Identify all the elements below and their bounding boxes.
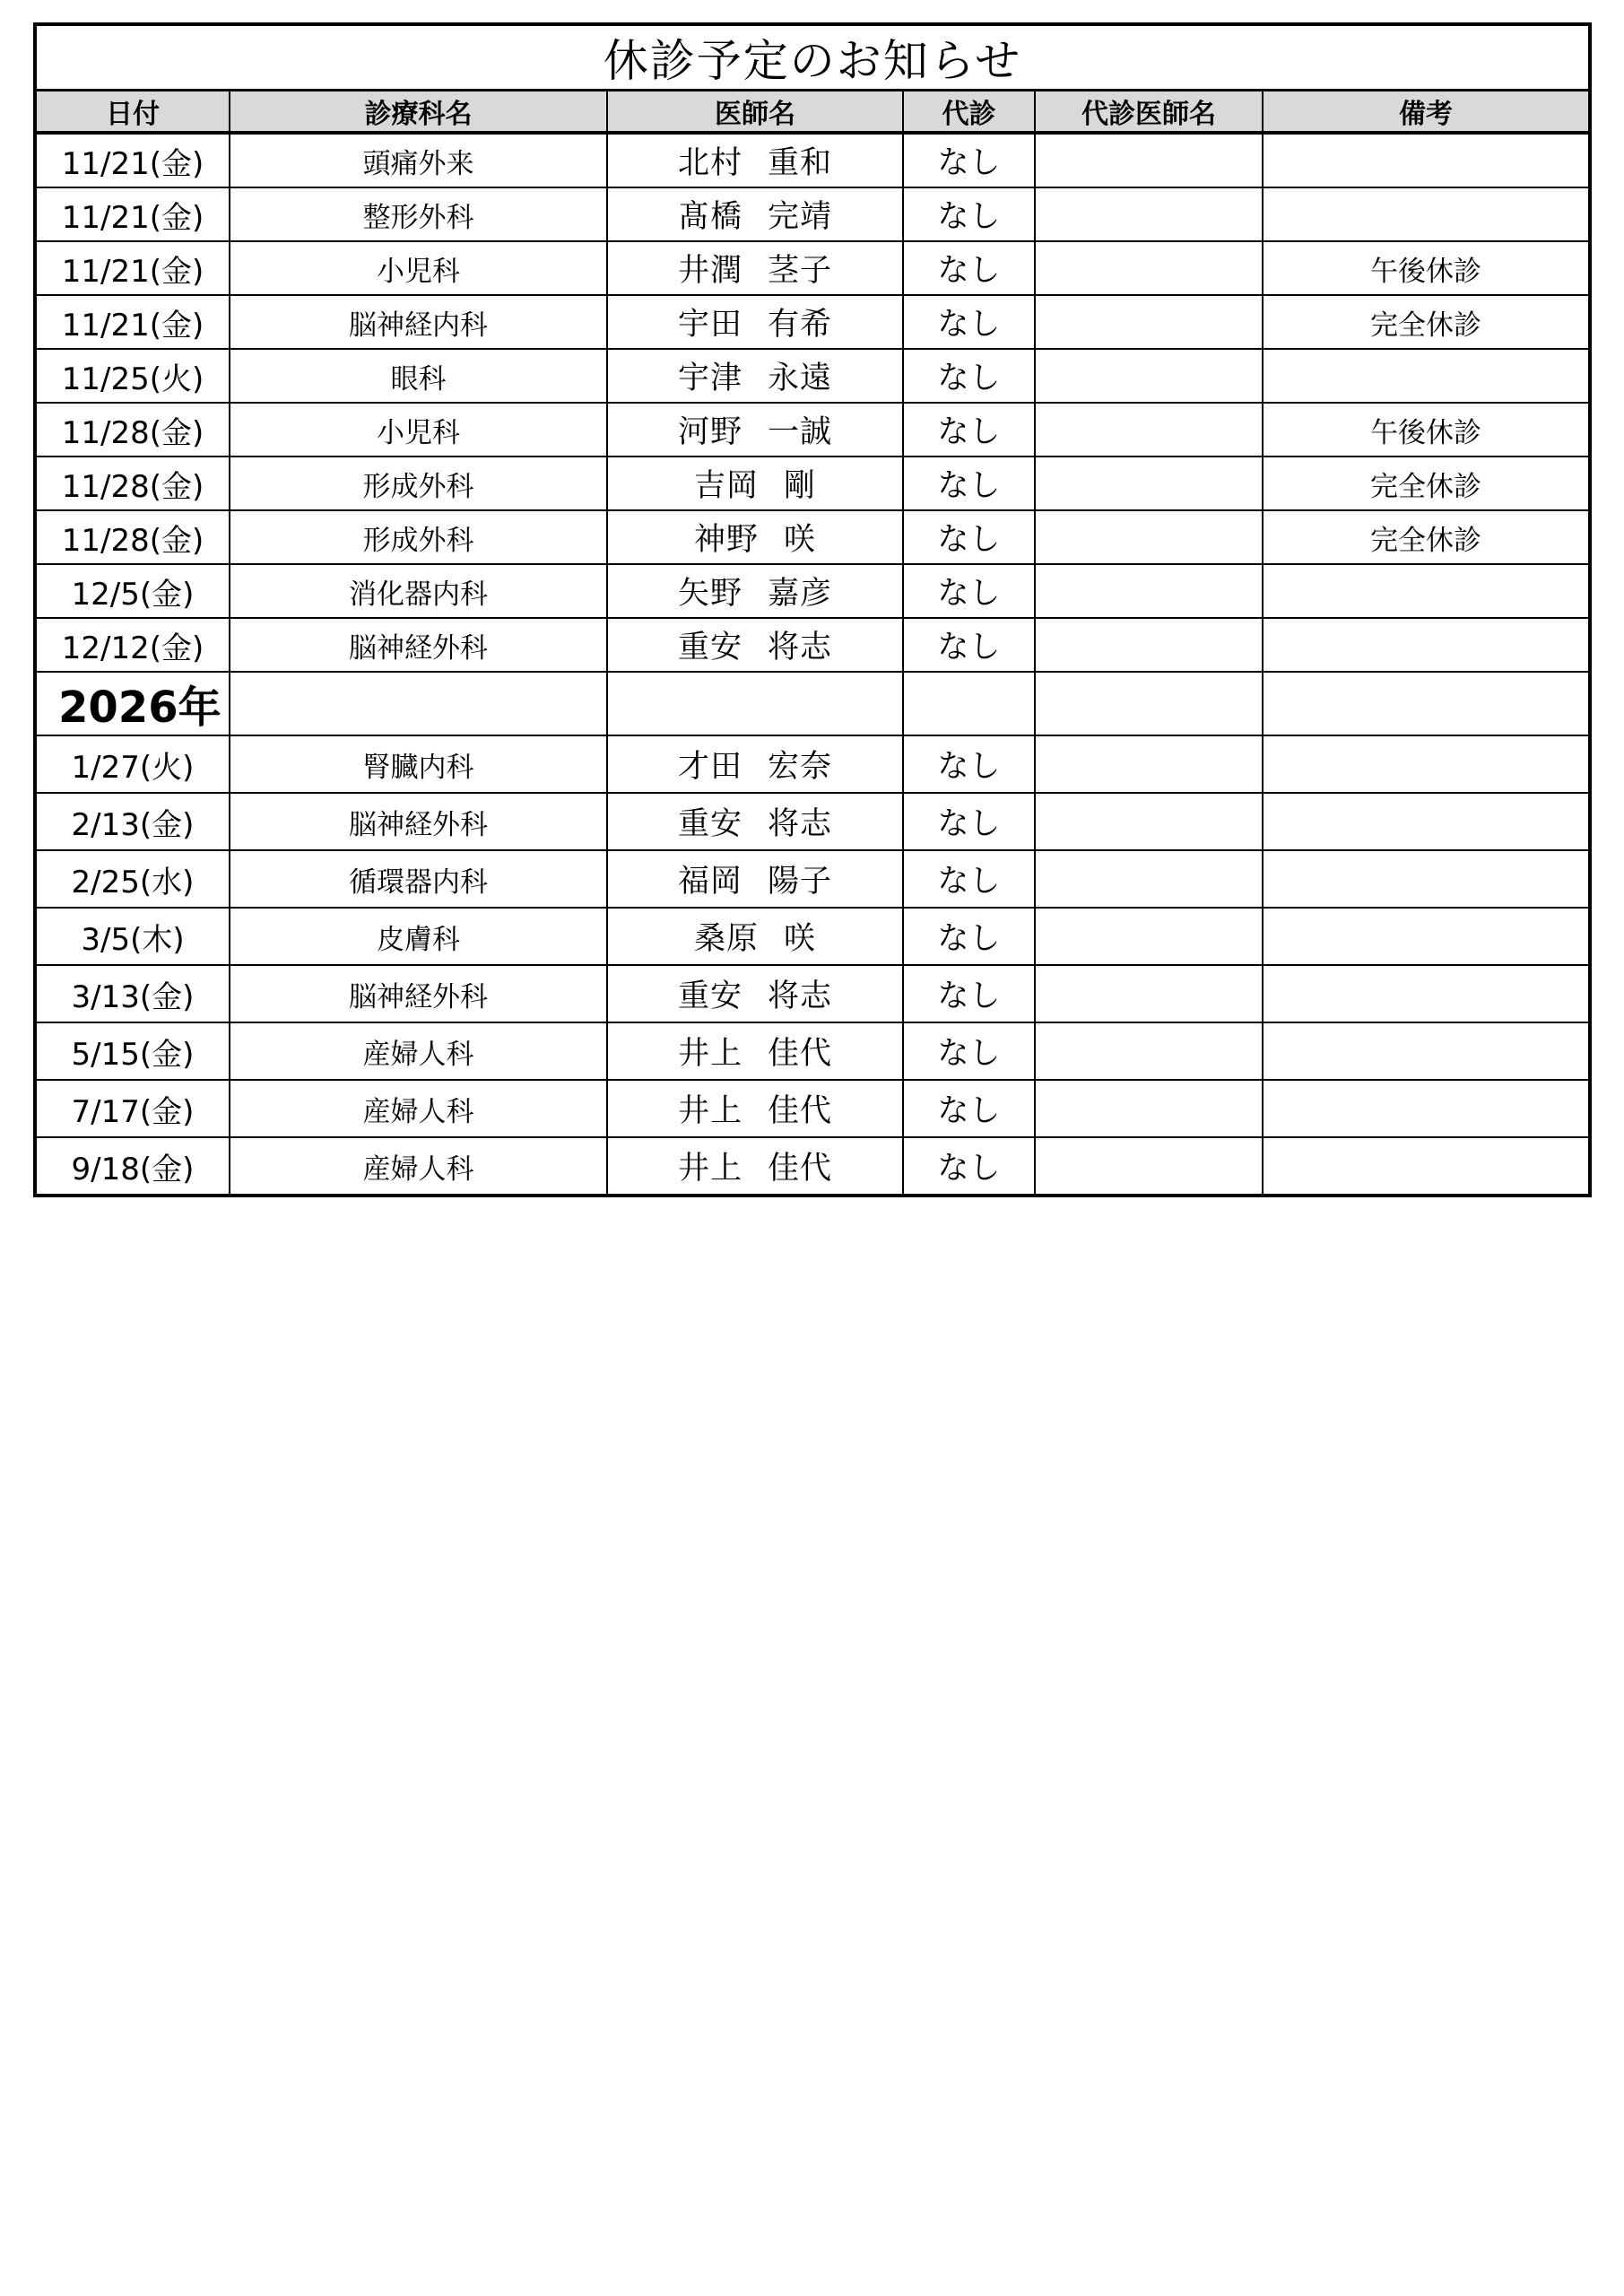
table-row [37, 1080, 1588, 1137]
department-cell: 形成外科 [230, 457, 607, 510]
doctor-cell [607, 187, 903, 241]
department-cell: 小児科 [230, 241, 607, 295]
substitute-cell: なし [903, 1022, 1035, 1080]
header-substitute: 代診 [903, 91, 1035, 133]
substitute-cell: なし [903, 457, 1035, 510]
remarks-cell [1263, 349, 1588, 403]
doctor-given-name: 有希 [768, 307, 833, 343]
substitute-cell: なし [903, 735, 1035, 793]
doctor-surname: 桑原 [693, 921, 759, 957]
department-cell: 脳神経外科 [230, 618, 607, 672]
remarks-cell [1263, 793, 1588, 850]
doctor-cell [607, 1022, 903, 1080]
substitute-doctor-cell [1035, 1137, 1263, 1194]
department-cell: 腎臓内科 [230, 735, 607, 793]
remarks-cell [1263, 1022, 1588, 1080]
remarks-cell [1263, 618, 1588, 672]
empty-cell [903, 672, 1035, 735]
doctor-given-name: 永遠 [768, 361, 833, 396]
date-cell: 5/15(金) [37, 1022, 230, 1080]
date-cell: 9/18(金) [37, 1137, 230, 1194]
table-row [37, 850, 1588, 908]
remarks-cell: 午後休診 [1263, 241, 1588, 295]
doctor-given-name: 佳代 [768, 1093, 833, 1129]
table-row [37, 908, 1588, 965]
remarks-cell [1263, 187, 1588, 241]
doctor-surname: 宇津 [677, 361, 743, 396]
department-cell: 循環器内科 [230, 850, 607, 908]
substitute-doctor-cell [1035, 965, 1263, 1022]
substitute-doctor-cell [1035, 850, 1263, 908]
date-cell: 2/25(水) [37, 850, 230, 908]
empty-cell [1263, 672, 1588, 735]
doctor-given-name: 宏奈 [768, 749, 833, 785]
doctor-cell [607, 510, 903, 564]
doctor-cell [607, 793, 903, 850]
substitute-doctor-cell [1035, 187, 1263, 241]
date-cell: 1/27(火) [37, 735, 230, 793]
doctor-cell [607, 241, 903, 295]
table-row [37, 457, 1588, 510]
substitute-cell: なし [903, 1137, 1035, 1194]
substitute-doctor-cell [1035, 133, 1263, 187]
substitute-doctor-cell [1035, 349, 1263, 403]
schedule-table [37, 91, 1588, 1194]
substitute-doctor-cell [1035, 793, 1263, 850]
date-cell: 2/13(金) [37, 793, 230, 850]
date-cell: 11/21(金) [61, 145, 204, 182]
substitute-cell: なし [903, 908, 1035, 965]
header-department: 診療科名 [230, 91, 607, 133]
doctor-surname: 重安 [677, 630, 743, 665]
doctor-given-name: 将志 [768, 978, 833, 1014]
doctor-surname: 井上 [677, 1036, 743, 1072]
substitute-doctor-cell [1035, 564, 1263, 618]
doctor-cell [607, 349, 903, 403]
remarks-cell: 完全休診 [1263, 510, 1588, 564]
substitute-cell: なし [903, 403, 1035, 457]
department-cell: 脳神経外科 [230, 793, 607, 850]
substitute-doctor-cell [1035, 510, 1263, 564]
page-title: 休診予定のお知らせ [37, 26, 1588, 91]
header-row [37, 91, 1588, 133]
remarks-cell [1263, 1137, 1588, 1194]
table-row [37, 1022, 1588, 1080]
doctor-surname: 井潤 [677, 253, 743, 289]
remarks-cell: 午後休診 [1263, 403, 1588, 457]
department-cell: 脳神経外科 [230, 965, 607, 1022]
doctor-given-name: 咲 [784, 522, 817, 558]
table-row [37, 187, 1588, 241]
doctor-given-name: 嘉彦 [768, 576, 833, 612]
date-cell: 11/28(金) [37, 457, 230, 510]
doctor-surname: 重安 [677, 978, 743, 1014]
table-row [37, 403, 1588, 457]
doctor-given-name: 将志 [768, 806, 833, 842]
doctor-given-name: 陽子 [768, 864, 833, 900]
doctor-cell [607, 618, 903, 672]
substitute-doctor-cell [1035, 1022, 1263, 1080]
department-cell: 頭痛外来 [230, 133, 607, 187]
department-cell: 形成外科 [230, 510, 607, 564]
department-cell: 眼科 [230, 349, 607, 403]
doctor-given-name: 重和 [768, 145, 833, 181]
doctor-cell [607, 564, 903, 618]
date-cell: 3/5(木) [37, 908, 230, 965]
doctor-given-name: 完靖 [768, 199, 833, 235]
substitute-cell: なし [903, 564, 1035, 618]
date-cell: 11/21(金) [37, 187, 230, 241]
remarks-cell [1263, 735, 1588, 793]
department-cell: 消化器内科 [230, 564, 607, 618]
substitute-doctor-cell [1035, 457, 1263, 510]
doctor-given-name: 茎子 [768, 253, 833, 289]
doctor-cell [607, 1080, 903, 1137]
table-row [37, 133, 1588, 187]
doctor-surname: 井上 [677, 1093, 743, 1129]
date-cell: 11/28(金) [37, 403, 230, 457]
year-divider-row [37, 672, 1588, 735]
doctor-given-name: 佳代 [768, 1151, 833, 1187]
header-remarks: 備考 [1263, 91, 1588, 133]
remarks-cell [1263, 850, 1588, 908]
header-doctor: 医師名 [607, 91, 903, 133]
empty-cell [607, 672, 903, 735]
substitute-doctor-cell [1035, 618, 1263, 672]
doctor-cell [607, 965, 903, 1022]
substitute-cell: なし [903, 295, 1035, 349]
date-cell: 11/28(金) [37, 510, 230, 564]
remarks-cell [1263, 965, 1588, 1022]
substitute-cell: なし [903, 187, 1035, 241]
remarks-cell: 完全休診 [1263, 457, 1588, 510]
table-row [37, 295, 1588, 349]
remarks-cell [1263, 133, 1588, 187]
table-row [37, 510, 1588, 564]
table-row [37, 349, 1588, 403]
remarks-cell [1263, 908, 1588, 965]
remarks-cell [1263, 564, 1588, 618]
department-cell: 脳神経内科 [230, 295, 607, 349]
doctor-cell [607, 1137, 903, 1194]
department-cell: 整形外科 [230, 187, 607, 241]
substitute-doctor-cell [1035, 1080, 1263, 1137]
header-substitute-doctor: 代診医師名 [1035, 91, 1263, 133]
table-row [37, 965, 1588, 1022]
doctor-given-name: 将志 [768, 630, 833, 665]
date-cell: 11/25(火) [37, 349, 230, 403]
table-row [37, 793, 1588, 850]
doctor-given-name: 咲 [784, 921, 817, 957]
date-cell: 3/13(金) [37, 965, 230, 1022]
empty-cell [1035, 672, 1263, 735]
doctor-cell [607, 295, 903, 349]
doctor-surname: 河野 [677, 414, 743, 450]
doctor-surname: 福岡 [677, 864, 743, 900]
empty-cell [230, 672, 607, 735]
department-cell: 小児科 [230, 403, 607, 457]
table-row [37, 564, 1588, 618]
date-cell: 11/21(金) [37, 241, 230, 295]
substitute-doctor-cell [1035, 241, 1263, 295]
department-cell: 産婦人科 [230, 1080, 607, 1137]
doctor-surname: 矢野 [677, 576, 743, 612]
substitute-cell: なし [903, 133, 1035, 187]
doctor-cell [607, 457, 903, 510]
table-row [37, 618, 1588, 672]
substitute-doctor-cell [1035, 295, 1263, 349]
department-cell: 産婦人科 [230, 1137, 607, 1194]
date-cell: 12/12(金) [37, 618, 230, 672]
substitute-doctor-cell [1035, 403, 1263, 457]
substitute-cell: なし [903, 618, 1035, 672]
doctor-cell [607, 133, 903, 187]
substitute-doctor-cell [1035, 735, 1263, 793]
doctor-given-name: 佳代 [768, 1036, 833, 1072]
substitute-doctor-cell [1035, 908, 1263, 965]
doctor-cell [607, 403, 903, 457]
substitute-cell: なし [903, 793, 1035, 850]
substitute-cell: なし [903, 965, 1035, 1022]
department-cell: 皮膚科 [230, 908, 607, 965]
date-cell: 7/17(金) [37, 1080, 230, 1137]
doctor-surname: 吉岡 [693, 468, 759, 504]
remarks-cell: 完全休診 [1263, 295, 1588, 349]
date-cell: 11/21(金) [37, 295, 230, 349]
doctor-surname: 井上 [677, 1151, 743, 1187]
department-cell: 産婦人科 [230, 1022, 607, 1080]
doctor-surname: 北村 [677, 145, 743, 181]
doctor-cell [607, 735, 903, 793]
doctor-given-name: 剛 [784, 468, 817, 504]
table-row [37, 1137, 1588, 1194]
substitute-cell: なし [903, 850, 1035, 908]
substitute-cell: なし [903, 1080, 1035, 1137]
substitute-cell: なし [903, 349, 1035, 403]
closure-notice-table [33, 22, 1592, 1197]
year-label: 2026年 [37, 672, 230, 735]
remarks-cell [1263, 1080, 1588, 1137]
substitute-cell: なし [903, 241, 1035, 295]
doctor-surname: 髙橋 [677, 199, 743, 235]
header-date: 日付 [37, 91, 230, 133]
doctor-surname: 神野 [693, 522, 759, 558]
doctor-surname: 才田 [677, 749, 743, 785]
substitute-cell: なし [903, 510, 1035, 564]
date-cell: 12/5(金) [37, 564, 230, 618]
doctor-given-name: 一誠 [768, 414, 833, 450]
doctor-cell [607, 908, 903, 965]
doctor-surname: 宇田 [677, 307, 743, 343]
table-row [37, 241, 1588, 295]
doctor-cell [607, 850, 903, 908]
doctor-surname: 重安 [677, 806, 743, 842]
table-row [37, 735, 1588, 793]
